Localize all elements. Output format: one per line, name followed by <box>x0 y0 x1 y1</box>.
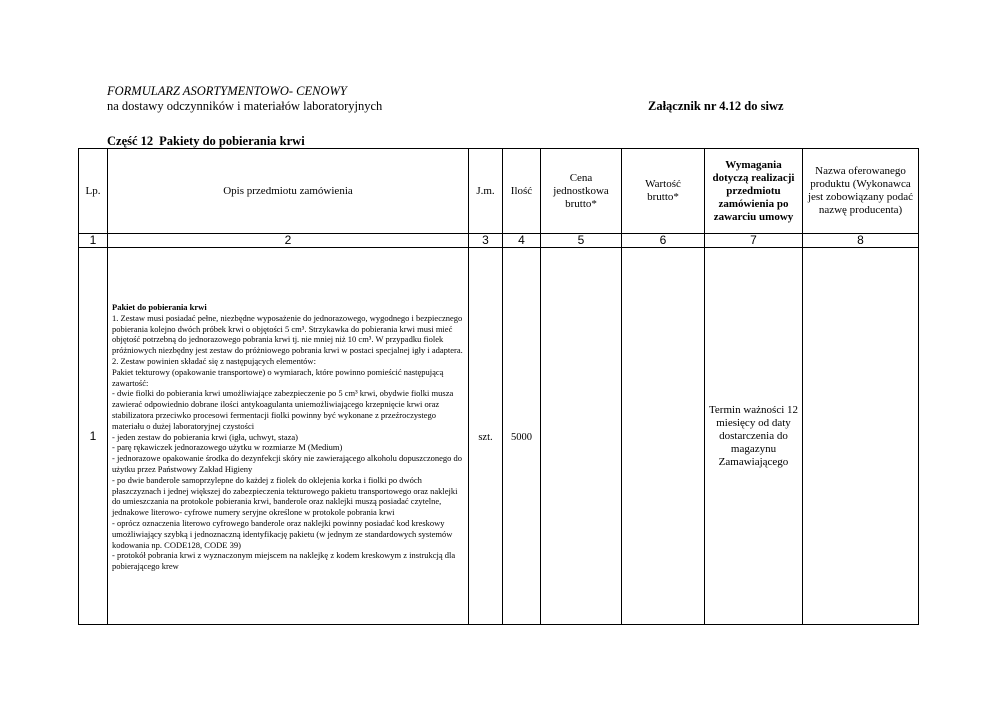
col-number-6: 6 <box>622 234 705 248</box>
part-label: Część 12 <box>107 134 154 148</box>
table-header-row <box>79 149 919 234</box>
col-header-unit: J.m. <box>469 149 503 234</box>
row-lp: 1 <box>79 248 108 625</box>
description-line: - oprócz oznaczenia literowo cyfrowego banderole oraz naklejki powinny posiadać kod kreskowy umożliwiający szybką i jednoznaczną identyfikację pakietu (w jednym ze standardowych systemów kodowania np. CODE128, CODE 39) <box>112 517 453 550</box>
col-number-8: 8 <box>803 234 919 248</box>
row-unit: szt. <box>469 248 503 625</box>
row-description <box>108 248 469 625</box>
description-line: 2. Zestaw powinien składać się z następujących elementów: <box>112 356 316 367</box>
col-header-unit-price: Cena jednostkowa brutto* <box>541 149 622 234</box>
description-line: - jednorazowe opakowanie środka do dezynfekcji skóry nie zawierającego alkoholu dopuszczonego do użytku przez Państwowy Zakład Higieny <box>112 453 463 474</box>
row-quantity: 5000 <box>503 248 541 625</box>
form-title: FORMULARZ ASORTYMENTOWO- CENOWY <box>107 84 347 98</box>
description-line: - jeden zestaw do pobierania krwi (igła, uchwyt, staza) <box>112 431 298 442</box>
part-name: Pakiety do pobierania krwi <box>159 134 305 148</box>
col-number-2: 2 <box>108 234 469 248</box>
row-unit-price-field[interactable] <box>541 248 622 625</box>
col-header-value: Wartość brutto* <box>622 149 705 234</box>
row-title: Pakiet do pobierania krwi <box>112 302 207 313</box>
description-line: - po dwie banderole samoprzylepne do każdej z fiolek do oklejenia korka i fiolki po dwóch płaszczyznach i jednej większej do zabezpieczenia tekturowego pakietu transportowego oraz naklejki do umieszczania na protokole pobierania krwi, banderole oraz naklejki muszą posiadać czytelne, jednakowe literowo- cyfrowe numery seryjne określone w protokole pobrania krwi <box>112 474 458 518</box>
col-number-1: 1 <box>79 234 108 248</box>
description-line: - dwie fiolki do pobierania krwi umożliwiające zabezpieczenie po 5 cm³ krwi, obydwie fiolki musza zawierać odpowiednio dobrane ilości antykoagulanta uniemożliwiającego krzepnięcie krwi oraz stabilizatora przeciwko procesowi fermentacji fiolki powinny być wykonane z przeźroczystego materiału o dużej laboratoryjnej czystości <box>112 388 454 431</box>
col-number-7: 7 <box>705 234 803 248</box>
col-header-lp: Lp. <box>79 149 108 234</box>
description-line: - parę rękawiczek jednorazowego użytku w rozmiarze M (Medium) <box>112 442 343 453</box>
col-number-5: 5 <box>541 234 622 248</box>
description-line: 1. Zestaw musi posiadać pełne, niezbędne wyposażenie do jednorazowego, wygodnego i bezpiecznego pobierania kolejno dwóch próbek krwi o objętości 5 cm³. Strzykawka do pobierania krwi musi mieć objętość potrzebną do jednorazowego pobrania krwi tj. nie mniej niż 10 cm³. W przypadku fiolek próżniowych niezbędny jest zestaw do próżniowego pobrania krwi w postaci specjalnej igły i adaptera. <box>112 312 463 356</box>
table-row <box>79 248 919 625</box>
col-number-3: 3 <box>469 234 503 248</box>
col-header-requirements: Wymagania dotyczą realizacji przedmiotu zamówienia po zawarciu umowy <box>705 149 803 234</box>
pricing-table <box>78 148 919 625</box>
row-product-name-field[interactable] <box>803 248 919 625</box>
col-number-4: 4 <box>503 234 541 248</box>
form-subtitle: na dostawy odczynników i materiałów laboratoryjnych <box>107 99 383 113</box>
row-value-field[interactable] <box>622 248 705 625</box>
column-number-row <box>79 234 919 248</box>
annex-label: Załącznik nr 4.12 do siwz <box>648 99 784 113</box>
description-line: Pakiet tekturowy (opakowanie transportowe) o wymiarach, które powinno pomieścić następującą zawartość: <box>112 366 444 388</box>
part-title <box>107 134 305 149</box>
col-header-quantity: Ilość <box>503 149 541 234</box>
col-header-description: Opis przedmiotu zamówienia <box>108 149 469 234</box>
row-requirements: Termin ważności 12 miesięcy od daty dostarczenia do magazynu Zamawiającego <box>705 248 803 625</box>
col-header-product-name: Nazwa oferowanego produktu (Wykonawca jest zobowiązany podać nazwę producenta) <box>803 149 919 234</box>
description-line: - protokół pobrania krwi z wyznaczonym miejscem na naklejkę z kodem kreskowym z instrukcją dla pobierającego krew <box>112 550 456 572</box>
